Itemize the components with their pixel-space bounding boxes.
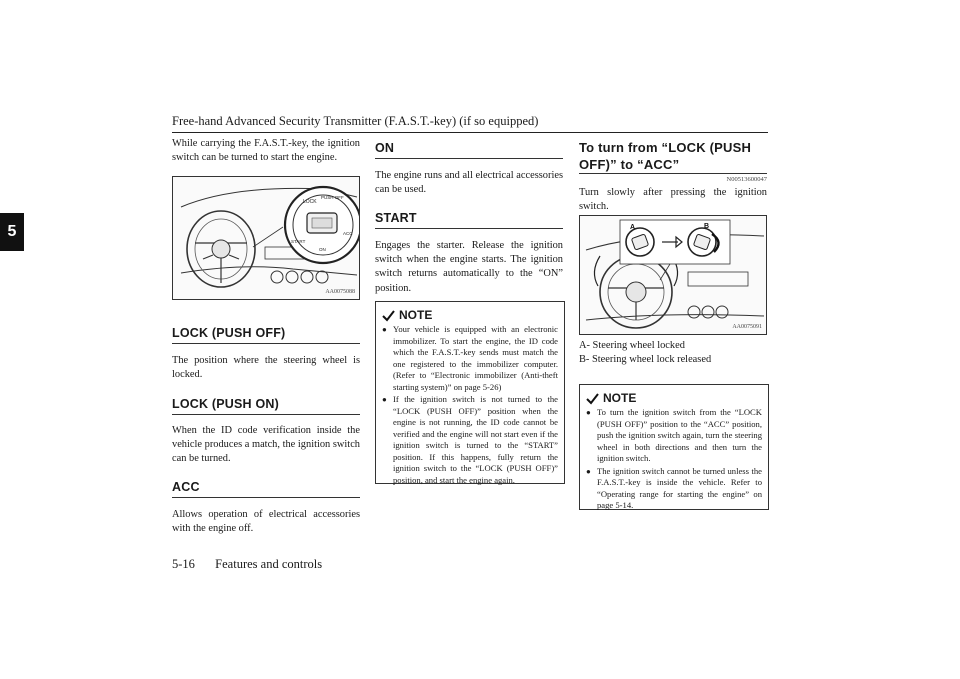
note-item: ● The ignition switch cannot be turned unless the F.A.S.T.-key is inside the vehicle. Refer to “Operating range for starting the engine” on page 5-14. (586, 465, 762, 510)
note-list (382, 324, 558, 486)
switch-label-start: START (291, 239, 306, 244)
note-item: ● To turn the ignition switch from the “LOCK (PUSH OFF)” position to the “ACC” position, push the ignition switch again, turn the steering wheel in both directions and then turn the ignition switch. (586, 407, 762, 463)
illustration-code-2: AA0075091 (732, 324, 762, 330)
section-title-start: START (375, 211, 417, 225)
bullet-icon: ● (382, 325, 387, 334)
legend-a: A- Steering wheel locked (579, 340, 685, 351)
start-text: Engages the starter. Release the ignition switch when the engine starts. The ignition switch returns automatically to the “ON” position. (375, 240, 563, 294)
chapter-tab: 5 (0, 213, 24, 251)
section-title-lock-to-acc: To turn from “LOCK (PUSH OFF)” to “ACC” (579, 140, 752, 172)
turn-slowly-text: Turn slowly after pressing the ignition switch. (579, 187, 767, 213)
header-rule (172, 132, 768, 133)
switch-label-push-off: PUSH OFF (321, 195, 344, 200)
bullet-icon: ● (586, 408, 591, 417)
label-b: B (704, 223, 710, 230)
page-number: 5-16 (172, 557, 195, 571)
label-a: A (630, 224, 636, 231)
note-item: ● If the ignition switch is not turned to the “LOCK (PUSH OFF)” position when the engine is not running, the ID code cannot be verified and the engine will not start even if the ignition switch is turned to the “START” position. If this happens, fully return the ignition switch to the “LOCK (PUSH OFF)” position, and start the engine again. (382, 394, 558, 485)
note-box-turn (579, 384, 769, 510)
note-label: NOTE (399, 308, 433, 322)
pencil-check-icon (382, 309, 395, 322)
dashboard-illustration-svg (173, 177, 359, 299)
pencil-check-icon (586, 392, 599, 405)
legend-b: B- Steering wheel lock released (579, 354, 712, 365)
intro-text: While carrying the F.A.S.T.-key, the ignition switch can be turned to start the engine. (172, 138, 360, 164)
note-item: ● Your vehicle is equipped with an electronic immobilizer. To start the engine, the ID code which the F.A.S.T.-key sends must match the one registered to the immobilizer computer. (Refer to “Electronic immobilizer (Anti-theft starting system)” on page 5-26) (382, 324, 558, 392)
steering-lock-illustration (579, 215, 767, 335)
steering-lock-svg (580, 216, 766, 334)
lock-push-on-text: When the ID code verification inside the vehicle produces a match, the ignition switch can be turned. (172, 425, 360, 465)
note-label: NOTE (603, 391, 637, 405)
section-title-acc: ACC (172, 480, 200, 494)
note-header (586, 391, 762, 405)
section-title-on: ON (375, 141, 395, 155)
section-rule (375, 158, 563, 159)
section-rule (172, 343, 360, 344)
switch-label-lock: LOCK (303, 199, 317, 205)
note-header (382, 308, 558, 322)
page-header-title: Free-hand Advanced Security Transmitter (F.A.S.T.-key) (if so equipped) (172, 114, 539, 128)
switch-label-on: ON (319, 247, 326, 252)
note-box-immobilizer (375, 301, 565, 484)
on-text: The engine runs and all electrical accessories can be used. (375, 170, 563, 196)
reference-code: N00513600047 (726, 176, 767, 183)
page-footer (172, 557, 322, 572)
section-title-lock-push-off: LOCK (PUSH OFF) (172, 326, 286, 340)
acc-text: Allows operation of electrical accessories with the engine off. (172, 509, 360, 535)
footer-section: Features and controls (215, 557, 323, 571)
section-rule (375, 228, 563, 229)
illustration-code-1: AA0075088 (325, 289, 355, 295)
section-rule (172, 414, 360, 415)
note-list (586, 407, 762, 512)
section-title-lock-push-on: LOCK (PUSH ON) (172, 397, 279, 411)
switch-label-acc: ACC (343, 231, 353, 236)
bullet-icon: ● (586, 466, 591, 476)
bullet-icon: ● (382, 395, 387, 404)
section-rule (579, 173, 767, 174)
section-rule (172, 497, 360, 498)
lock-push-off-text: The position where the steering wheel is locked. (172, 355, 360, 381)
ignition-switch-illustration (172, 176, 360, 300)
